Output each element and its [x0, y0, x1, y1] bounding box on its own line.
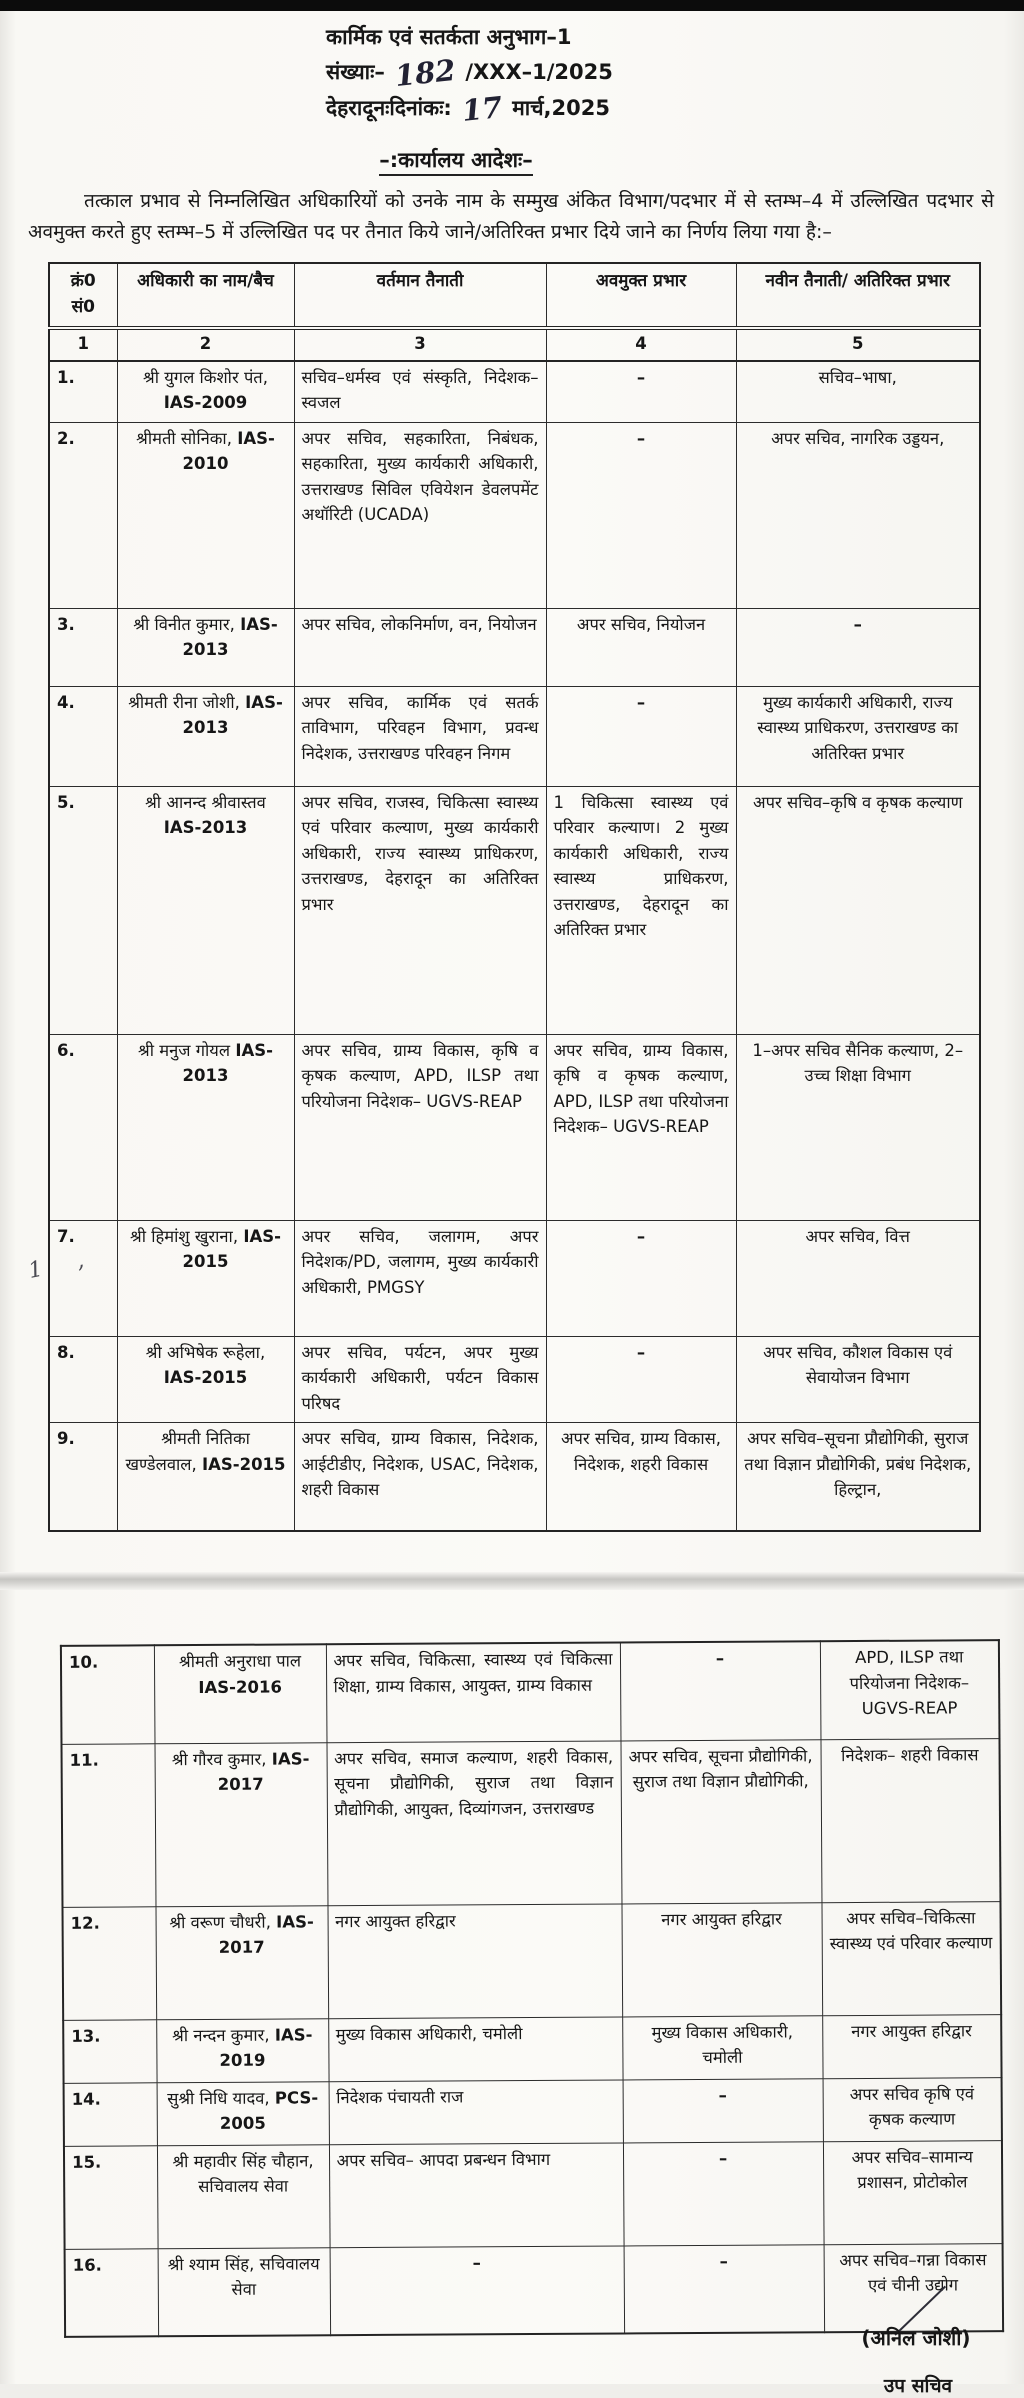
- table-row: [49, 361, 980, 423]
- officer-batch: IAS-2010: [182, 428, 275, 473]
- cell-released-charge: [546, 686, 736, 786]
- officer-batch: सचिवालय सेवा: [231, 2253, 320, 2299]
- cell-new-posting: अपर सचिव कृषि एवं कृषक कल्याण: [823, 2077, 1002, 2141]
- cell-officer-name: [117, 608, 294, 686]
- cell-current-posting: निदेशक पंचायती राज: [329, 2079, 623, 2144]
- officer-batch: IAS-2017: [218, 1911, 314, 1957]
- cell-officer-name: [117, 1423, 294, 1531]
- cell-current-posting: अपर सचिव, चिकित्सा, स्वास्थ्य एवं चिकित्सा शिक्षा, ग्राम्य विकास, आयुक्त, ग्राम्य विकास: [326, 1642, 621, 1742]
- cell-new-posting: निदेशक– शहरी विकास: [820, 1738, 1000, 1902]
- cell-current-posting: सचिव–धर्मस्व एवं संस्कृति, निदेशक–स्वजल: [294, 361, 546, 423]
- cell-current-posting: अपर सचिव, राजस्व, चिकित्सा स्वास्थ्य एवं परिवार कल्याण, मुख्य कार्यकारी अधिकारी, राज्य स्वास्थ्य प्राधिकरण, उत्तराखण्ड, देहरादून का अतिरिक्त प्रभार: [294, 786, 546, 1034]
- table-row: [49, 686, 980, 786]
- officer-name: श्री अभिषेक रूहेला,: [145, 1342, 266, 1362]
- handwritten-margin-marks: 1 ,: [26, 1244, 100, 1285]
- officer-name: श्री नन्दन कुमार,: [172, 2025, 275, 2045]
- officer-batch: IAS-2015: [182, 1226, 281, 1271]
- cell-released-charge: [623, 2078, 823, 2142]
- cell-serial: 4.: [49, 686, 117, 786]
- table-row: [49, 1034, 980, 1220]
- empty-dash: –: [719, 2251, 728, 2271]
- cell-current-posting: अपर सचिव, कार्मिक एवं सतर्क ताविभाग, परिवहन विभाग, प्रवन्ध निदेशक, उत्तराखण्ड परिवहन निगम: [294, 686, 546, 786]
- officer-batch: IAS-2016: [198, 1677, 282, 1697]
- cell-officer-name: [154, 1742, 327, 1906]
- cell-serial: 9.: [49, 1423, 117, 1531]
- section-line: कार्मिक एवं सतर्कता अनुभाग–1: [326, 25, 572, 49]
- cell-officer-name: [117, 686, 294, 786]
- officer-name: श्रीमती नितिका खण्डेलवाल,: [125, 1429, 250, 1474]
- cell-new-posting: अपर सचिव–सूचना प्रौद्योगिकी, सुराज तथा विज्ञान प्रौद्योगिकी, प्रबंध निदेशक, हिल्ट्रान,: [736, 1423, 980, 1531]
- table-row: [62, 1901, 1001, 2020]
- cell-serial: 2.: [49, 422, 117, 608]
- column-header: अवमुक्त प्रभार: [546, 263, 736, 328]
- table-row: [49, 608, 980, 686]
- officer-name: श्रीमती सोनिका,: [136, 428, 238, 448]
- cell-released-charge: अपर सचिव, ग्राम्य विकास, निदेशक, शहरी विकास: [546, 1423, 736, 1531]
- cell-current-posting: अपर सचिव, पर्यटन, अपर मुख्य कार्यकारी अधिकारी, पर्यटन विकास परिषद: [294, 1336, 546, 1423]
- page-break-band: [0, 1572, 1024, 1590]
- date-line: [326, 91, 756, 127]
- officer-name: श्रीमती रीना जोशी,: [128, 692, 246, 712]
- cell-released-charge: [624, 2244, 825, 2333]
- officer-name: श्री आनन्द श्रीवास्तव: [145, 792, 266, 812]
- cell-officer-name: [158, 2247, 331, 2336]
- empty-dash: –: [853, 614, 862, 634]
- number-line: [326, 52, 756, 94]
- cell-released-charge: अपर सचिव, सूचना प्रौद्योगिकी, सुराज तथा विज्ञान प्रौद्योगिकी,: [620, 1739, 821, 1903]
- empty-dash: –: [715, 1648, 725, 1668]
- cell-serial: 12.: [62, 1906, 156, 2020]
- number-suffix: /XXX–1/2025: [465, 60, 613, 84]
- cell-current-posting: मुख्य विकास अधिकारी, चमोली: [328, 2016, 622, 2081]
- officer-batch: IAS-2009: [163, 393, 248, 412]
- cell-officer-name: [117, 1034, 294, 1220]
- cell-officer-name: [157, 2144, 330, 2248]
- table-row: [65, 2243, 1004, 2337]
- officer-batch: IAS-2013: [182, 1040, 273, 1085]
- officer-name: श्री मनुज गोयल: [138, 1040, 236, 1060]
- column-number: 3: [294, 328, 546, 361]
- cell-new-posting: अपर सचिव–गन्ना विकास एवं चीनी उद्योग: [824, 2243, 1004, 2332]
- cell-current-posting: अपर सचिव– आपदा प्रबन्धन विभाग: [329, 2142, 624, 2247]
- officer-name: श्री महावीर सिंह चौहान,: [172, 2150, 314, 2171]
- officer-name: सुश्री निधि यादव,: [167, 2088, 275, 2108]
- officer-batch: IAS-2015: [163, 1368, 248, 1387]
- cell-officer-name: [154, 1644, 327, 1743]
- cell-new-posting: नगर आयुक्त हरिद्वार: [822, 2014, 1001, 2078]
- empty-dash: –: [718, 2148, 728, 2168]
- document-header: [326, 20, 756, 127]
- cell-new-posting: [736, 608, 980, 686]
- cell-serial: 8.: [49, 1336, 117, 1423]
- column-number: 4: [546, 328, 736, 361]
- cell-new-posting: अपर सचिव–चिकित्सा स्वास्थ्य एवं परिवार कल्याण: [821, 1901, 1001, 2015]
- cell-officer-name: [117, 786, 294, 1034]
- handwritten-date: 17: [460, 89, 504, 129]
- cell-serial: 16.: [65, 2248, 159, 2337]
- table-row: [49, 422, 980, 608]
- officer-batch: IAS-2013: [163, 818, 248, 837]
- table-row: [64, 2140, 1003, 2249]
- cell-new-posting: अपर सचिव, वित्त: [736, 1220, 980, 1336]
- intro-paragraph: तत्काल प्रभाव से निम्नलिखित अधिकारियों को उनके नाम के सम्मुख अंकित विभाग/पदभार में से स्तम्भ–4 में उल्लिखित पदभार से अवमुक्त करते हुए स्तम्भ–5 में उल्लिखित पद पर तैनात किये जाने/अतिरिक्त प्रभार दिये जाने का निर्णय लिया गया है:–: [28, 190, 994, 243]
- cell-released-charge: [623, 2141, 824, 2245]
- cell-serial: 15.: [64, 2145, 158, 2249]
- cell-current-posting: अपर सचिव, समाज कल्याण, शहरी विकास, सूचना प्रौद्योगिकी, सुराज तथा विज्ञान प्रौद्योगिकी, आयुक्त, दिव्यांगजन, उत्तराखण्ड: [326, 1740, 621, 1905]
- column-number: 5: [736, 328, 980, 361]
- cell-new-posting: अपर सचिव–कृषि व कृषक कल्याण: [736, 786, 980, 1034]
- officer-batch: IAS-2019: [219, 2024, 313, 2070]
- cell-new-posting: सचिव–भाषा,: [736, 361, 980, 423]
- table-body-page2: [61, 1640, 1003, 2337]
- column-number: 2: [117, 328, 294, 361]
- cell-new-posting: 1–अपर सचिव सैनिक कल्याण, 2–उच्च शिक्षा विभाग: [736, 1034, 980, 1220]
- cell-current-posting: अपर सचिव, ग्राम्य विकास, निदेशक, आईटीडीए, निदेशक, USAC, निदेशक, शहरी विकास: [294, 1423, 546, 1531]
- cell-serial: 6.: [49, 1034, 117, 1220]
- table-row: [49, 1423, 980, 1531]
- officer-name: श्री वरूण चौधरी,: [169, 1912, 277, 1932]
- cell-serial: 5.: [49, 786, 117, 1034]
- officer-name: श्री श्याम सिंह,: [167, 2254, 260, 2274]
- empty-dash: –: [636, 428, 646, 448]
- scan-top-edge: [0, 0, 1024, 11]
- table-row: [49, 786, 980, 1034]
- table-row: [49, 1220, 980, 1336]
- signatory-name: (अनिल जोशी): [861, 2326, 971, 2350]
- empty-dash: –: [636, 1342, 646, 1362]
- cell-serial: 1.: [49, 361, 117, 423]
- table-header: [49, 263, 980, 361]
- column-header: क्रं0 सं0: [49, 263, 117, 328]
- cell-released-charge: [546, 422, 736, 608]
- table-row: [49, 1336, 980, 1423]
- date-suffix: मार्च,2025: [512, 96, 610, 120]
- cell-released-charge: [546, 1336, 736, 1423]
- cell-serial: 11.: [61, 1743, 155, 1907]
- header-row: [49, 263, 980, 328]
- cell-officer-name: [117, 361, 294, 423]
- officer-name: श्री युगल किशोर पंत,: [143, 367, 268, 387]
- cell-released-charge: [546, 361, 736, 423]
- cell-new-posting: APD, ILSP तथा परियोजना निदेशक– UGVS-REAP: [820, 1640, 1000, 1739]
- cell-new-posting: अपर सचिव–सामान्य प्रशासन, प्रोटोकोल: [823, 2140, 1003, 2244]
- officer-batch: IAS-2017: [217, 1748, 310, 1794]
- empty-dash: –: [636, 692, 646, 712]
- officer-batch: IAS-2013: [182, 614, 278, 659]
- column-header: अधिकारी का नाम/बैच: [117, 263, 294, 328]
- cell-released-charge: 1 चिकित्सा स्वास्थ्य एवं परिवार कल्याण। 2 मुख्य कार्यकारी अधिकारी, राज्य स्वास्थ्य प्राधिकरण, उत्तराखण्ड, देहरादून का अतिरिक्त प्रभार: [546, 786, 736, 1034]
- order-title: –:कार्यालय आदेशः–: [0, 146, 912, 174]
- officer-name: श्री विनीत कुमार,: [133, 614, 241, 634]
- officer-batch: सचिवालय सेवा: [198, 2176, 289, 2197]
- cell-current-posting: अपर सचिव, सहकारिता, निबंधक, सहकारिता, मुख्य कार्यकारी अधिकारी, उत्तराखण्ड सिविल एवियेशन डेवलपमेंट अथॉरिटी (UCADA): [294, 422, 546, 608]
- cell-officer-name: [156, 2018, 328, 2082]
- column-header: नवीन तैनाती/ अतिरिक्त प्रभार: [736, 263, 980, 328]
- cell-released-charge: अपर सचिव, ग्राम्य विकास, कृषि व कृषक कल्याण, APD, ILSP तथा परियोजना निदेशक– UGVS-REAP: [546, 1034, 736, 1220]
- cell-serial: 14.: [64, 2082, 157, 2146]
- column-number: 1: [49, 328, 117, 361]
- cell-serial: 10.: [61, 1645, 155, 1744]
- officer-batch: IAS-2013: [182, 692, 283, 737]
- signatory-title: उप सचिव: [883, 2375, 953, 2397]
- cell-new-posting: मुख्य कार्यकारी अधिकारी, राज्य स्वास्थ्य प्राधिकरण, उत्तराखण्ड का अतिरिक्त प्रभार: [736, 686, 980, 786]
- officer-name: श्रीमती अनुराधा पाल: [178, 1651, 302, 1672]
- cell-current-posting: अपर सचिव, ग्राम्य विकास, कृषि व कृषक कल्याण, APD, ILSP तथा परियोजना निदेशक– UGVS-REAP: [294, 1034, 546, 1220]
- handwritten-number: 182: [393, 52, 457, 94]
- officer-batch: IAS-2015: [201, 1454, 286, 1474]
- cell-serial: 3.: [49, 608, 117, 686]
- cell-current-posting: अपर सचिव, जलागम, अपर निदेशक/PD, जलागम, मुख्य कार्यकारी अधिकारी, PMGSY: [294, 1220, 546, 1336]
- table-body-page1: [49, 361, 980, 1531]
- table-row: [63, 2014, 1001, 2083]
- table-row: [61, 1738, 1000, 1907]
- officer-name: श्री हिमांशु खुराना,: [130, 1226, 244, 1246]
- cell-serial: 13.: [63, 2019, 156, 2083]
- cell-released-charge: नगर आयुक्त हरिद्वार: [621, 1902, 822, 2016]
- transfer-table-page1: [48, 262, 981, 1532]
- cell-released-charge: मुख्य विकास अधिकारी, चमोली: [622, 2015, 822, 2079]
- officer-batch: PCS-2005: [219, 2087, 319, 2133]
- cell-officer-name: [117, 1336, 294, 1423]
- cell-current-posting: [330, 2245, 625, 2335]
- table-row: [61, 1640, 1000, 1744]
- officer-name: श्री गौरव कुमार,: [171, 1749, 272, 1769]
- empty-dash: –: [718, 2085, 727, 2105]
- column-header: वर्तमान तैनाती: [294, 263, 546, 328]
- transfer-table-page2: [60, 1639, 1004, 2338]
- empty-dash: –: [472, 2252, 481, 2272]
- cell-released-charge: अपर सचिव, नियोजन: [546, 608, 736, 686]
- empty-dash: –: [636, 367, 646, 387]
- cell-current-posting: अपर सचिव, लोकनिर्माण, वन, नियोजन: [294, 608, 546, 686]
- cell-current-posting: नगर आयुक्त हरिद्वार: [327, 1903, 622, 2018]
- cell-serial: 7.: [49, 1220, 117, 1336]
- cell-officer-name: [117, 422, 294, 608]
- date-label: देहरादूनःदिनांकः:: [326, 96, 452, 120]
- cell-officer-name: [155, 1905, 328, 2019]
- column-number-row: [49, 328, 980, 361]
- cell-new-posting: अपर सचिव, नागरिक उड्डयन,: [736, 422, 980, 608]
- cell-officer-name: [157, 2081, 329, 2145]
- cell-officer-name: [117, 1220, 294, 1336]
- empty-dash: –: [636, 1226, 646, 1246]
- cell-released-charge: [546, 1220, 736, 1336]
- cell-new-posting: अपर सचिव, कौशल विकास एवं सेवायोजन विभाग: [736, 1336, 980, 1423]
- cell-released-charge: [620, 1641, 821, 1740]
- table-row: [64, 2077, 1002, 2146]
- number-label: संख्याः–: [326, 60, 385, 84]
